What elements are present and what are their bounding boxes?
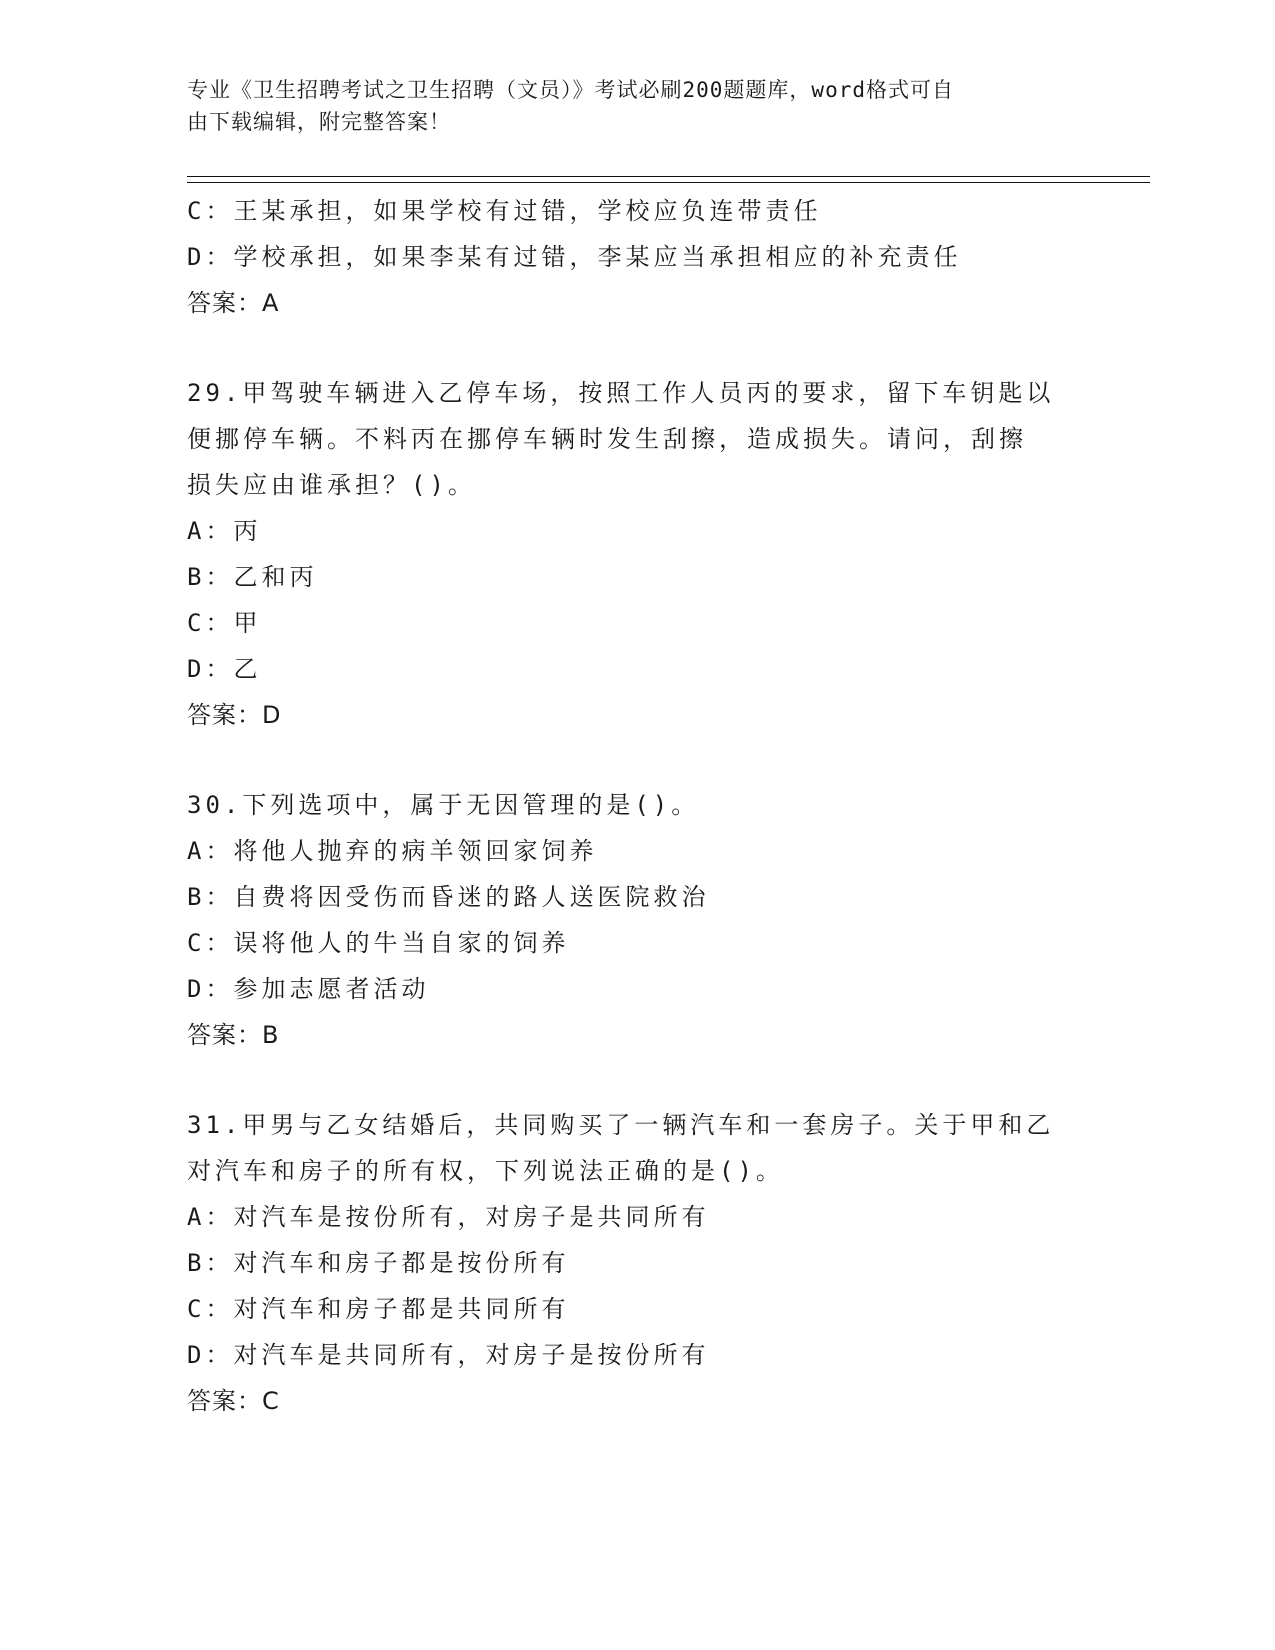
option-c: C：误将他人的牛当自家的饲养 <box>187 929 570 957</box>
question-stem <box>187 1102 1087 1194</box>
question-stem <box>187 782 1087 828</box>
stem-line: 31.甲男与乙女结婚后，共同购买了一辆汽车和一套房子。关于甲和乙 <box>187 1111 1055 1139</box>
question-content <box>187 188 1087 1424</box>
answer-line: 答案：D <box>187 701 282 729</box>
option-d: D：对汽车是共同所有，对房子是按份所有 <box>187 1341 710 1369</box>
header-title-line-1: 专业《卫生招聘考试之卫生招聘（文员）》考试必刷200题题库，word格式可自 <box>187 78 954 102</box>
continued-question <box>187 188 1087 326</box>
option-a: A：丙 <box>187 517 262 545</box>
header-divider-top <box>187 176 1150 177</box>
header-divider-bottom <box>187 182 1150 183</box>
stem-line: 便挪停车辆。不料丙在挪停车辆时发生刮擦，造成损失。请问，刮擦 <box>187 425 1027 453</box>
option-c: C：甲 <box>187 609 262 637</box>
stem-line: 29.甲驾驶车辆进入乙停车场，按照工作人员丙的要求，留下车钥匙以 <box>187 379 1055 407</box>
question-31 <box>187 1102 1087 1424</box>
question-30 <box>187 782 1087 1058</box>
option-a: A：将他人抛弃的病羊领回家饲养 <box>187 837 598 865</box>
stem-line: 对汽车和房子的所有权，下列说法正确的是()。 <box>187 1157 784 1185</box>
option-a: A：对汽车是按份所有，对房子是共同所有 <box>187 1203 710 1231</box>
question-29 <box>187 370 1087 738</box>
option-d: D：乙 <box>187 655 262 683</box>
header-title-line-2: 由下载编辑，附完整答案！ <box>187 110 451 134</box>
option-b: B：对汽车和房子都是按份所有 <box>187 1249 570 1277</box>
option-c: C：对汽车和房子都是共同所有 <box>187 1295 570 1323</box>
stem-line: 损失应由谁承担？()。 <box>187 471 476 499</box>
document-header <box>187 74 1087 138</box>
option-b: B：自费将因受伤而昏迷的路人送医院救治 <box>187 883 710 911</box>
option-d: D：学校承担，如果李某有过错，李某应当承担相应的补充责任 <box>187 243 962 271</box>
answer-line: 答案：C <box>187 1387 280 1415</box>
question-stem <box>187 370 1087 508</box>
stem-line: 30.下列选项中，属于无因管理的是()。 <box>187 791 700 819</box>
option-b: B：乙和丙 <box>187 563 318 591</box>
option-d: D：参加志愿者活动 <box>187 975 430 1003</box>
answer-line: 答案：B <box>187 1021 280 1049</box>
answer-line: 答案：A <box>187 289 280 317</box>
option-c: C：王某承担，如果学校有过错，学校应负连带责任 <box>187 197 822 225</box>
